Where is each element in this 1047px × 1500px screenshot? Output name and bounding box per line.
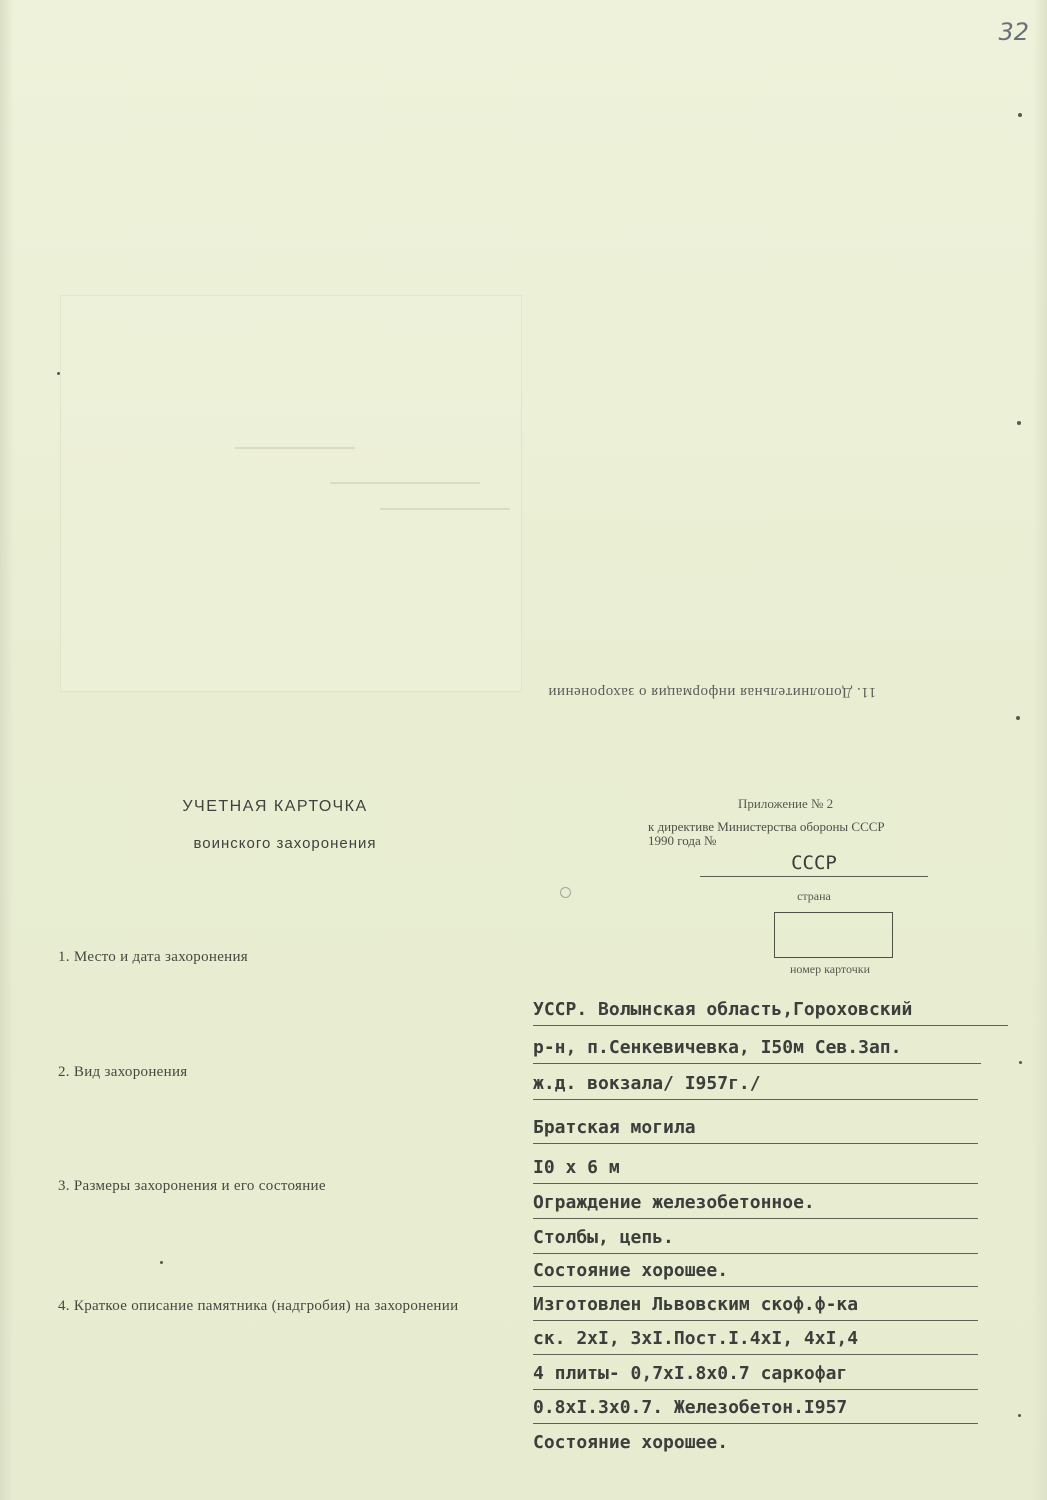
card-number-caption: номер карточки	[790, 962, 870, 976]
speck	[1018, 1414, 1021, 1417]
size-condition-line-3: Столбы, цепь.	[533, 1220, 978, 1254]
card-title: УЧЕТНАЯ КАРТОЧКА	[182, 798, 368, 815]
place-date-line-3: ж.д. вокзала/ I957г./	[533, 1066, 978, 1100]
monument-line-1: Изготовлен Львовским скоф.ф-ка	[533, 1287, 978, 1321]
monument-line-5: Состояние хорошее.	[533, 1432, 729, 1453]
small-circle-mark	[560, 887, 571, 898]
fold-shadow	[60, 295, 522, 692]
place-date-line-2: р-н, п.Сенкевичевка, I50м Сев.Зап.	[533, 1030, 981, 1064]
card-number-box	[774, 912, 893, 958]
speck	[57, 372, 60, 375]
directive-line-1: к директиве Министерства обороны СССР	[648, 819, 885, 834]
burial-type-line-1: Братская могила	[533, 1110, 978, 1144]
monument-line-2: ск. 2xI, 3xI.Пост.I.4xI, 4xI,4	[533, 1321, 978, 1355]
ghost-line	[330, 482, 480, 484]
card-subtitle: воинского захоронения	[193, 835, 377, 852]
speck	[160, 1261, 163, 1264]
speck	[1018, 113, 1022, 117]
field-label-burial-type: 2. Вид захоронения	[58, 1064, 188, 1080]
country-value: СССР	[700, 852, 928, 877]
country-caption: страна	[797, 889, 831, 903]
speck	[1016, 716, 1020, 720]
size-condition-line-2: Ограждение железобетонное.	[533, 1185, 978, 1219]
appendix-label: Приложение № 2	[738, 796, 834, 811]
scan-edge-right	[1033, 0, 1047, 1500]
field-label-size-condition: 3. Размеры захоронения и его состояние	[58, 1178, 326, 1194]
field-label-place-date: 1. Место и дата захоронения	[58, 949, 249, 965]
speck	[1019, 1061, 1022, 1064]
speck	[1017, 421, 1021, 425]
size-condition-line-4: Состояние хорошее.	[533, 1253, 978, 1287]
place-date-line-1: УССР. Волынская область,Гороховский	[533, 992, 1008, 1026]
monument-line-4: 0.8xI.3x0.7. Железобетон.I957	[533, 1390, 978, 1424]
monument-line-3: 4 плиты- 0,7xI.8x0.7 саркофаг	[533, 1356, 978, 1390]
reverse-side-heading: 11. Дополнительная информация о захоронении	[548, 684, 877, 700]
directive-text	[648, 820, 978, 848]
size-condition-line-1: I0 x 6 м	[533, 1150, 978, 1184]
scan-edge-left	[0, 0, 14, 1500]
page-number: 32	[998, 18, 1029, 46]
ghost-line	[235, 447, 355, 449]
ghost-line	[380, 508, 510, 510]
directive-line-2: 1990 года №	[648, 833, 717, 848]
field-label-monument-description: 4. Краткое описание памятника (надгробия) на захоронении	[58, 1298, 459, 1314]
